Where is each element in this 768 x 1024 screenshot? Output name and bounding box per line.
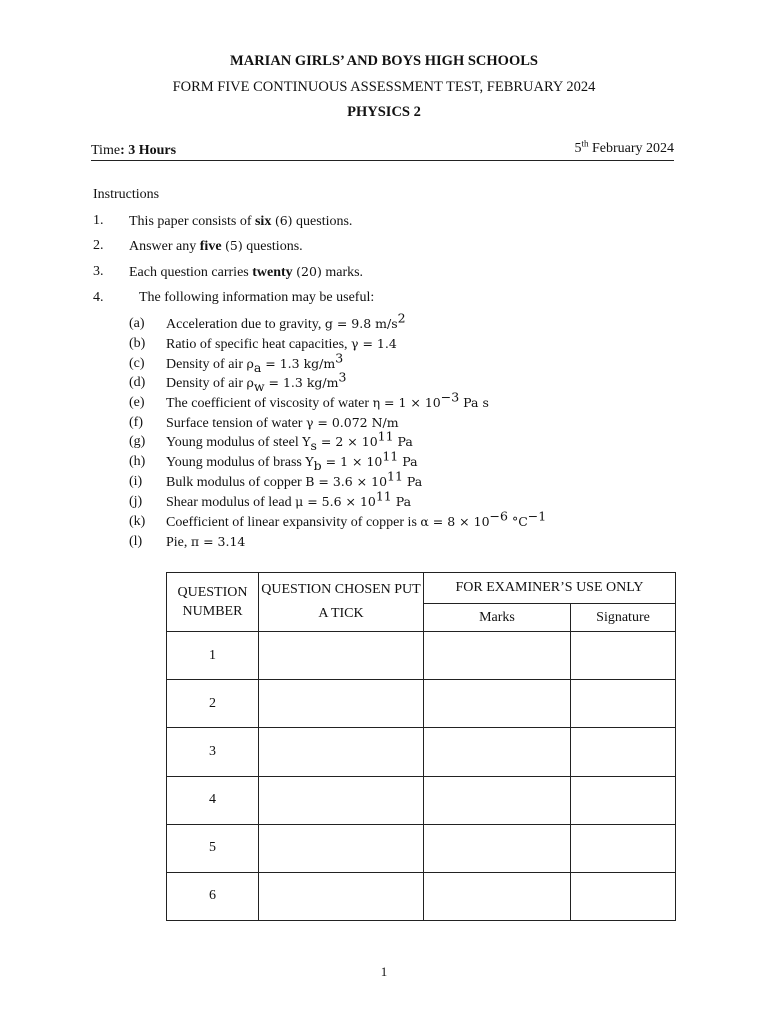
- constant-label: (c): [129, 356, 145, 371]
- constant-math: = 1.3 kg/m: [261, 356, 336, 371]
- constant-superscript: 3: [335, 350, 344, 366]
- constant-text: [166, 488, 412, 511]
- constant-text: [166, 508, 547, 531]
- header-text: QUESTION CHOSEN PUT A TICK: [261, 582, 421, 622]
- constant-label: (d): [129, 375, 146, 390]
- instruction-text: Each question carries: [129, 265, 253, 280]
- instruction-text: The following information may be useful:: [139, 290, 375, 305]
- constant-superscript: −1: [527, 508, 547, 524]
- tick-cell[interactable]: [259, 872, 424, 920]
- page-number: 1: [380, 964, 388, 979]
- constant-label: (f): [129, 415, 143, 430]
- constant-description: Ratio of specific heat capacities,: [166, 337, 352, 352]
- instruction-bold: six: [254, 214, 272, 229]
- constant-math: = 1 × 10: [321, 454, 383, 469]
- question-number-cell: 2: [167, 680, 259, 728]
- constant-subscript: w: [253, 378, 265, 394]
- instruction-math: (5): [225, 238, 243, 253]
- constant-subscript: s: [310, 437, 317, 453]
- constant-math: γ = 1.4: [351, 336, 397, 351]
- table-row: [167, 776, 676, 824]
- constant-description: Bulk modulus of copper: [166, 475, 306, 490]
- exam-date: [574, 138, 674, 157]
- constant-math: π = 3.14: [190, 534, 246, 549]
- table-row: [167, 680, 676, 728]
- constant-text: [166, 350, 344, 375]
- constant-text: [166, 415, 399, 432]
- table-row: [167, 632, 676, 680]
- constant-math: γ = 0.072 N/m: [305, 415, 399, 430]
- instruction-bold: five: [199, 239, 222, 254]
- instruction-text: questions.: [242, 239, 303, 254]
- constant-label: (b): [129, 336, 146, 351]
- header-text: QUESTION NUMBER: [177, 585, 248, 620]
- constant-math: η = 1 × 10: [372, 395, 441, 410]
- marks-cell[interactable]: [424, 776, 571, 824]
- table-row: [167, 728, 676, 776]
- signature-cell[interactable]: [571, 680, 676, 728]
- marks-cell[interactable]: [424, 824, 571, 872]
- constant-math: μ = 5.6 × 10: [295, 494, 376, 509]
- constant-text: [166, 448, 418, 473]
- constant-math: = 2 × 10: [316, 434, 378, 449]
- marks-cell[interactable]: [424, 680, 571, 728]
- constant-description: Young modulus of steel: [166, 435, 303, 450]
- instruction-bold: twenty: [252, 265, 293, 280]
- tick-cell[interactable]: [259, 680, 424, 728]
- constant-text: [166, 369, 347, 394]
- test-title: FORM FIVE CONTINUOUS ASSESSMENT TEST, FEBRUARY 2024: [172, 79, 596, 95]
- subject-title: PHYSICS 2: [347, 104, 421, 120]
- constant-text: [166, 534, 245, 551]
- time-value: 3 Hours: [128, 143, 177, 158]
- constant-subscript: a: [253, 359, 262, 375]
- constant-unit: Pa: [391, 494, 412, 509]
- signature-cell[interactable]: [571, 872, 676, 920]
- instruction-text: This paper consists of: [129, 214, 255, 229]
- constant-superscript: 3: [338, 369, 347, 385]
- question-selection-table: [166, 572, 676, 921]
- instruction-text: marks.: [321, 265, 364, 280]
- constant-math: g = 9.8 m/s: [324, 316, 398, 331]
- constant-math: Y: [305, 454, 314, 469]
- signature-cell[interactable]: [571, 728, 676, 776]
- table-row: [167, 872, 676, 920]
- date-suffix: th: [581, 138, 589, 149]
- constant-description: Young modulus of brass: [166, 455, 306, 470]
- table-row: [167, 824, 676, 872]
- signature-cell[interactable]: [571, 776, 676, 824]
- constant-description: Surface tension of water: [166, 416, 306, 431]
- constant-math: = 1.3 kg/m: [264, 375, 339, 390]
- marks-cell[interactable]: [424, 872, 571, 920]
- marks-cell[interactable]: [424, 728, 571, 776]
- constant-label: (a): [129, 316, 145, 331]
- constant-math: ρ: [246, 356, 254, 371]
- constant-unit: °C: [507, 514, 528, 529]
- constant-math: Y: [302, 434, 311, 449]
- constant-description: Coefficient of linear expansivity of copper is: [166, 515, 421, 530]
- constant-superscript: 11: [387, 468, 403, 484]
- header-examiner-use: FOR EXAMINER’S USE ONLY: [424, 573, 676, 604]
- instruction-number: 3.: [93, 264, 104, 279]
- constant-label: (g): [129, 434, 146, 449]
- instruction-math: (20): [296, 264, 322, 279]
- constant-text: [166, 336, 397, 353]
- time-allowed: Time: 3 Hours: [91, 143, 177, 158]
- constant-description: Shear modulus of lead: [166, 495, 296, 510]
- constant-superscript: 11: [382, 448, 399, 464]
- header-question-chosen: [259, 573, 424, 632]
- constant-text: [166, 428, 413, 453]
- constant-text: [166, 310, 406, 333]
- constant-math: ρ: [246, 375, 254, 390]
- question-number-cell: 3: [167, 728, 259, 776]
- date-day: 5: [574, 141, 582, 156]
- constant-description: Density of air: [166, 357, 247, 372]
- marks-cell[interactable]: [424, 632, 571, 680]
- constant-unit: Pa: [398, 454, 418, 469]
- constant-math: α = 8 × 10: [420, 514, 490, 529]
- constant-description: The coefficient of viscosity of water: [166, 396, 373, 411]
- instruction-number: 2.: [93, 238, 104, 253]
- instruction-math: (6): [274, 213, 293, 228]
- constant-label: (h): [129, 454, 146, 469]
- constant-unit: Pa: [393, 434, 413, 449]
- instruction-text: questions.: [292, 214, 353, 229]
- school-name: MARIAN GIRLS’ AND BOYS HIGH SCHOOLS: [230, 53, 538, 69]
- header-marks: Marks: [424, 604, 571, 632]
- header-question-number: [167, 573, 259, 632]
- question-number-cell: 5: [167, 824, 259, 872]
- time-label: Time: [91, 143, 121, 158]
- constant-superscript: −6: [489, 508, 508, 524]
- constant-description: Acceleration due to gravity,: [166, 317, 325, 332]
- constant-label: (e): [129, 395, 145, 410]
- constant-label: (l): [129, 534, 143, 549]
- constant-superscript: 11: [375, 488, 392, 504]
- constant-description: Density of air: [166, 376, 247, 391]
- constant-unit: Pa s: [459, 395, 489, 410]
- header-signature: Signature: [571, 604, 676, 632]
- signature-cell[interactable]: [571, 632, 676, 680]
- constant-superscript: 11: [377, 428, 394, 444]
- constant-superscript: 2: [397, 310, 406, 326]
- tick-cell[interactable]: [259, 776, 424, 824]
- constant-superscript: −3: [440, 389, 460, 405]
- question-number-cell: 6: [167, 872, 259, 920]
- instructions-title: Instructions: [93, 187, 160, 202]
- signature-cell[interactable]: [571, 824, 676, 872]
- instruction-number: 4.: [93, 290, 104, 305]
- constant-label: (j): [129, 494, 143, 509]
- constant-label: (k): [129, 514, 146, 529]
- date-rest: February 2024: [591, 141, 674, 156]
- constant-unit: Pa: [402, 474, 423, 489]
- tick-cell[interactable]: [259, 632, 424, 680]
- constant-text: [166, 389, 489, 412]
- constant-label: (i): [129, 474, 143, 489]
- constant-subscript: b: [313, 457, 322, 473]
- tick-cell[interactable]: [259, 728, 424, 776]
- question-number-cell: 4: [167, 776, 259, 824]
- instruction-text: Answer any: [129, 239, 200, 254]
- tick-cell[interactable]: [259, 824, 424, 872]
- question-number-cell: 1: [167, 632, 259, 680]
- constant-description: Pie,: [166, 535, 191, 550]
- instruction-number: 1.: [93, 213, 104, 228]
- time-date-line: [91, 138, 674, 161]
- constant-math: B = 3.6 × 10: [305, 474, 388, 489]
